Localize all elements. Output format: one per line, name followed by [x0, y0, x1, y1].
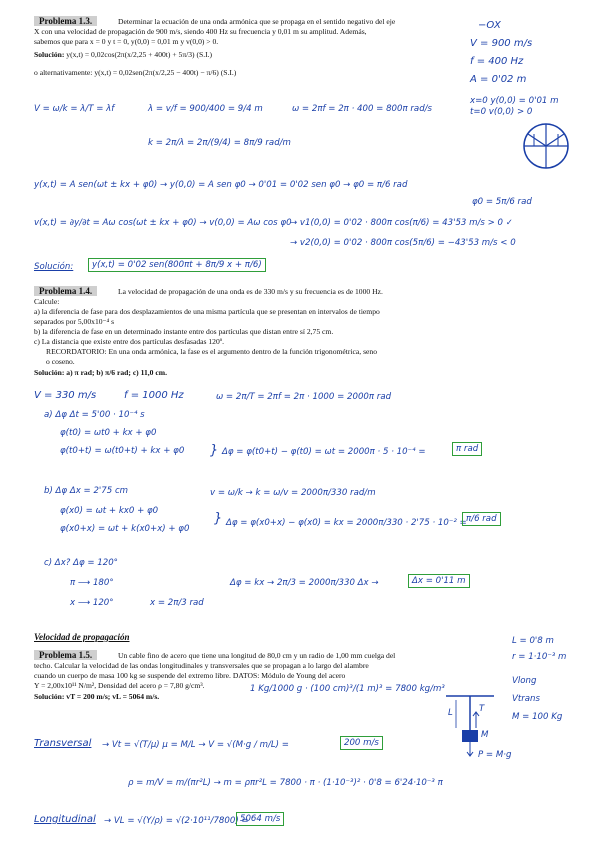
p14-work-angular-freq: ω = 2π/T = 2πf = 2π · 1000 = 2000π rad [216, 392, 392, 402]
p14-note-line-2: o coseno. [46, 357, 75, 366]
p13-solution-eq: y(x,t) = 0,02cos(2π(x/2,25 + 400t) + 5π/3) (S.I.) [66, 50, 213, 59]
p14-work-c-result: Δφ = kx → 2π/3 = 2000π/330 Δx → [230, 578, 379, 588]
p14-item-a-line-2: separados por 5,00x10⁻⁴ s [34, 317, 115, 326]
p13-note-condition-2: t=0 v(0,0) > 0 [470, 107, 533, 117]
p14-work-a-phase-2: φ(t0+t) = ω(t0+t) + kx + φ0 [60, 446, 185, 456]
p13-statement-line-1: Determinar la ecuación de una onda armónica que se propaga en el sentido negativo del eje [118, 17, 396, 26]
p15-work-longitudinal-answer: 5064 m/s [236, 812, 284, 826]
p13-statement-line-3: sabemos que para x = 0 y t = 0, y(0,0) = 0,01 m y v(0,0) > 0. [34, 37, 219, 46]
p14-work-c-heading: c) Δx? Δφ = 120° [44, 558, 118, 568]
p14-work-b-result: Δφ = φ(x0+x) − φ(x0) = kx = 2000π/330 · 2'75 · 10⁻² = [226, 518, 467, 528]
p15-note-radius: r = 1·10⁻³ m [512, 652, 567, 662]
diagram-label-T: T [479, 704, 485, 714]
p15-work-longitudinal-label: Longitudinal [34, 814, 96, 825]
p14-item-c: c) La distancia que existe entre dos partículas desfasadas 120º. [34, 337, 225, 346]
p13-work-v2: → v2(0,0) = 0'02 · 800π cos(5π/6) = −43'53 m/s < 0 [290, 238, 516, 248]
p13-work-phase: y(x,t) = A sen(ωt ± kx + φ0) → y(0,0) = A sen φ0 → 0'01 = 0'02 sen φ0 → φ0 = π/6 rad [34, 180, 408, 190]
diagram-label-P: P = M·g [478, 750, 512, 760]
p13-alt-eq: y(x,t) = 0,02sen(2π(x/2,25 − 400t) − π/6) (S.I.) [94, 68, 237, 77]
p14-a-brace: } [210, 443, 219, 458]
p14-work-c-rule-2: x ⟶ 120° [70, 598, 114, 608]
p15-density-conversion: 1 Kg/1000 g · (100 cm)³/(1 m)³ = 7800 kg/m³ [250, 684, 445, 694]
p13-note-amplitude: A = 0'02 m [470, 74, 527, 85]
p14-solution: Solución: a) π rad; b) π/6 rad; c) 11,0 cm. [34, 368, 167, 377]
p14-item-b: b) la diferencia de fase en un determinado instante entre dos partículas que distan entre sí 2,75 cm. [34, 327, 334, 336]
p14-statement-line-2: Calcule: [34, 297, 60, 306]
p13-statement-line-2: X con una velocidad de propagación de 900 m/s, siendo 400 Hz su frecuencia y 0,01 m su amplitud. Además, [34, 27, 367, 36]
p14-work-b-heading: b) Δφ Δx = 2'75 cm [44, 486, 129, 496]
problem-1-5-tag: Problema 1.5. [34, 650, 97, 660]
p13-solution [34, 50, 212, 60]
p14-work-frequency: f = 1000 Hz [124, 390, 184, 401]
p14-work-b-answer: π/6 rad [462, 512, 501, 526]
diagram-label-L: L [448, 708, 453, 718]
p13-work-angular-freq: ω = 2πf = 2π · 400 = 800π rad/s [292, 104, 433, 114]
p13-alternative [34, 68, 236, 78]
p15-work-longitudinal-eq: → VL = √(Y/ρ) = √(2·10¹¹/7800) = [104, 816, 249, 826]
p13-work-v1: → v1(0,0) = 0'02 · 800π cos(π/6) = 43'53 m/s > 0 ✓ [290, 218, 513, 228]
p14-work-speed: V = 330 m/s [34, 390, 97, 401]
p14-item-a-line-1: a) la diferencia de fase para dos desplazamientos de una misma partícula que se presentan en intervalos de tiempo [34, 307, 380, 316]
p15-work-transversal-answer: 200 m/s [340, 736, 383, 750]
problem-1-3-tag: Problema 1.3. [34, 16, 97, 26]
p14-work-a-result: Δφ = φ(t0+t) − φ(t0) = ωt = 2000π · 5 · 10⁻⁴ = [222, 447, 426, 457]
p14-work-b-phase-1: φ(x0) = ωt + kx0 + φ0 [60, 506, 159, 516]
p14-work-c-rule-1: π ⟶ 180° [70, 578, 114, 588]
p13-work-speed: V = ω/k = λ/T = λf [34, 104, 115, 114]
p13-work-solution-box: y(x,t) = 0'02 sen(800πt + 8π/9 x + π/6) [88, 258, 266, 272]
p14-work-b-phase-2: φ(x0+x) = ωt + k(x0+x) + φ0 [60, 524, 190, 534]
p13-work-wavelength: λ = v/f = 900/400 = 9/4 m [148, 104, 263, 114]
p13-note-velocity: V = 900 m/s [470, 38, 533, 49]
p15-note-vtrans: Vtrans [512, 694, 540, 704]
p14-work-a-phase-1: φ(t0) = ωt0 + kx + φ0 [60, 428, 157, 438]
p13-note-direction: −OX [478, 20, 501, 31]
p13-work-phase-alt: φ0 = 5π/6 rad [472, 197, 532, 207]
p15-solution: Solución: vT = 200 m/s; vL = 5064 m/s. [34, 692, 160, 701]
p13-work-velocity: v(x,t) = ∂y/∂t = Aω cos(ωt ± kx + φ0) → v(0,0) = Aω cos φ0 [34, 218, 292, 228]
p15-statement-line-3: cuando un cuerpo de masa 100 kg se suspende del extremo libre. DATOS: Módulo de Young del acero [34, 671, 346, 680]
section-title: Velocidad de propagación [34, 632, 130, 642]
p15-work-density: ρ = m/V = m/(πr²L) → m = ρπr²L = 7800 · π · (1·10⁻³)² · 0'8 = 6'24·10⁻³ π [128, 778, 443, 788]
p15-note-length: L = 0'8 m [512, 636, 554, 646]
p13-work-solution-label: Solución: [34, 262, 74, 272]
p15-statement-line-4: Y = 2,00x10¹¹ N/m², Densidad del acero ρ = 7,80 g/cm³. [34, 681, 205, 690]
p15-statement-line-2: techo. Calcular la velocidad de las ondas longitudinales y transversales que se propagan a lo largo del alambre [34, 661, 369, 670]
p14-work-b-wavenumber: v = ω/k → k = ω/v = 2000π/330 rad/m [210, 488, 376, 498]
p15-note-mass: M = 100 Kg [512, 712, 563, 722]
p14-b-brace: } [214, 511, 223, 526]
p13-note-condition-1: x=0 y(0,0) = 0'01 m [470, 96, 559, 106]
p14-work-c-result-x: x = 2π/3 rad [150, 598, 204, 608]
p14-note-line-1: RECORDATORIO: En una onda armónica, la fase es el argumento dentro de la función trigonométrica, seno [46, 347, 378, 356]
unit-circle-sketch [520, 120, 572, 172]
problem-1-4-tag: Problema 1.4. [34, 286, 97, 296]
p13-work-wavenumber: k = 2π/λ = 2π/(9/4) = 8π/9 rad/m [148, 138, 291, 148]
p13-solution-label: Solución: [34, 50, 65, 59]
p15-work-transversal-eq: → Vt = √(T/μ) μ = M/L → V = √(M·g / m/L) = [102, 740, 289, 750]
p13-alt-label: o alternativamente: [34, 68, 93, 77]
p14-statement-line-1: La velocidad de propagación de una onda es de 330 m/s y su frecuencia es de 1000 Hz. [118, 287, 383, 296]
p13-note-frequency: f = 400 Hz [470, 56, 524, 67]
p14-work-a-heading: a) Δφ Δt = 5'00 · 10⁻⁴ s [44, 410, 145, 420]
p15-note-vlong: Vlong [512, 676, 537, 686]
p14-work-c-answer: Δx = 0'11 m [408, 574, 470, 588]
diagram-label-M: M [481, 730, 489, 740]
p15-statement-line-1: Un cable fino de acero que tiene una longitud de 80,0 cm y un radio de 1,00 mm cuelga del [118, 651, 396, 660]
p14-work-a-answer: π rad [452, 442, 482, 456]
p15-work-transversal-label: Transversal [34, 738, 92, 749]
